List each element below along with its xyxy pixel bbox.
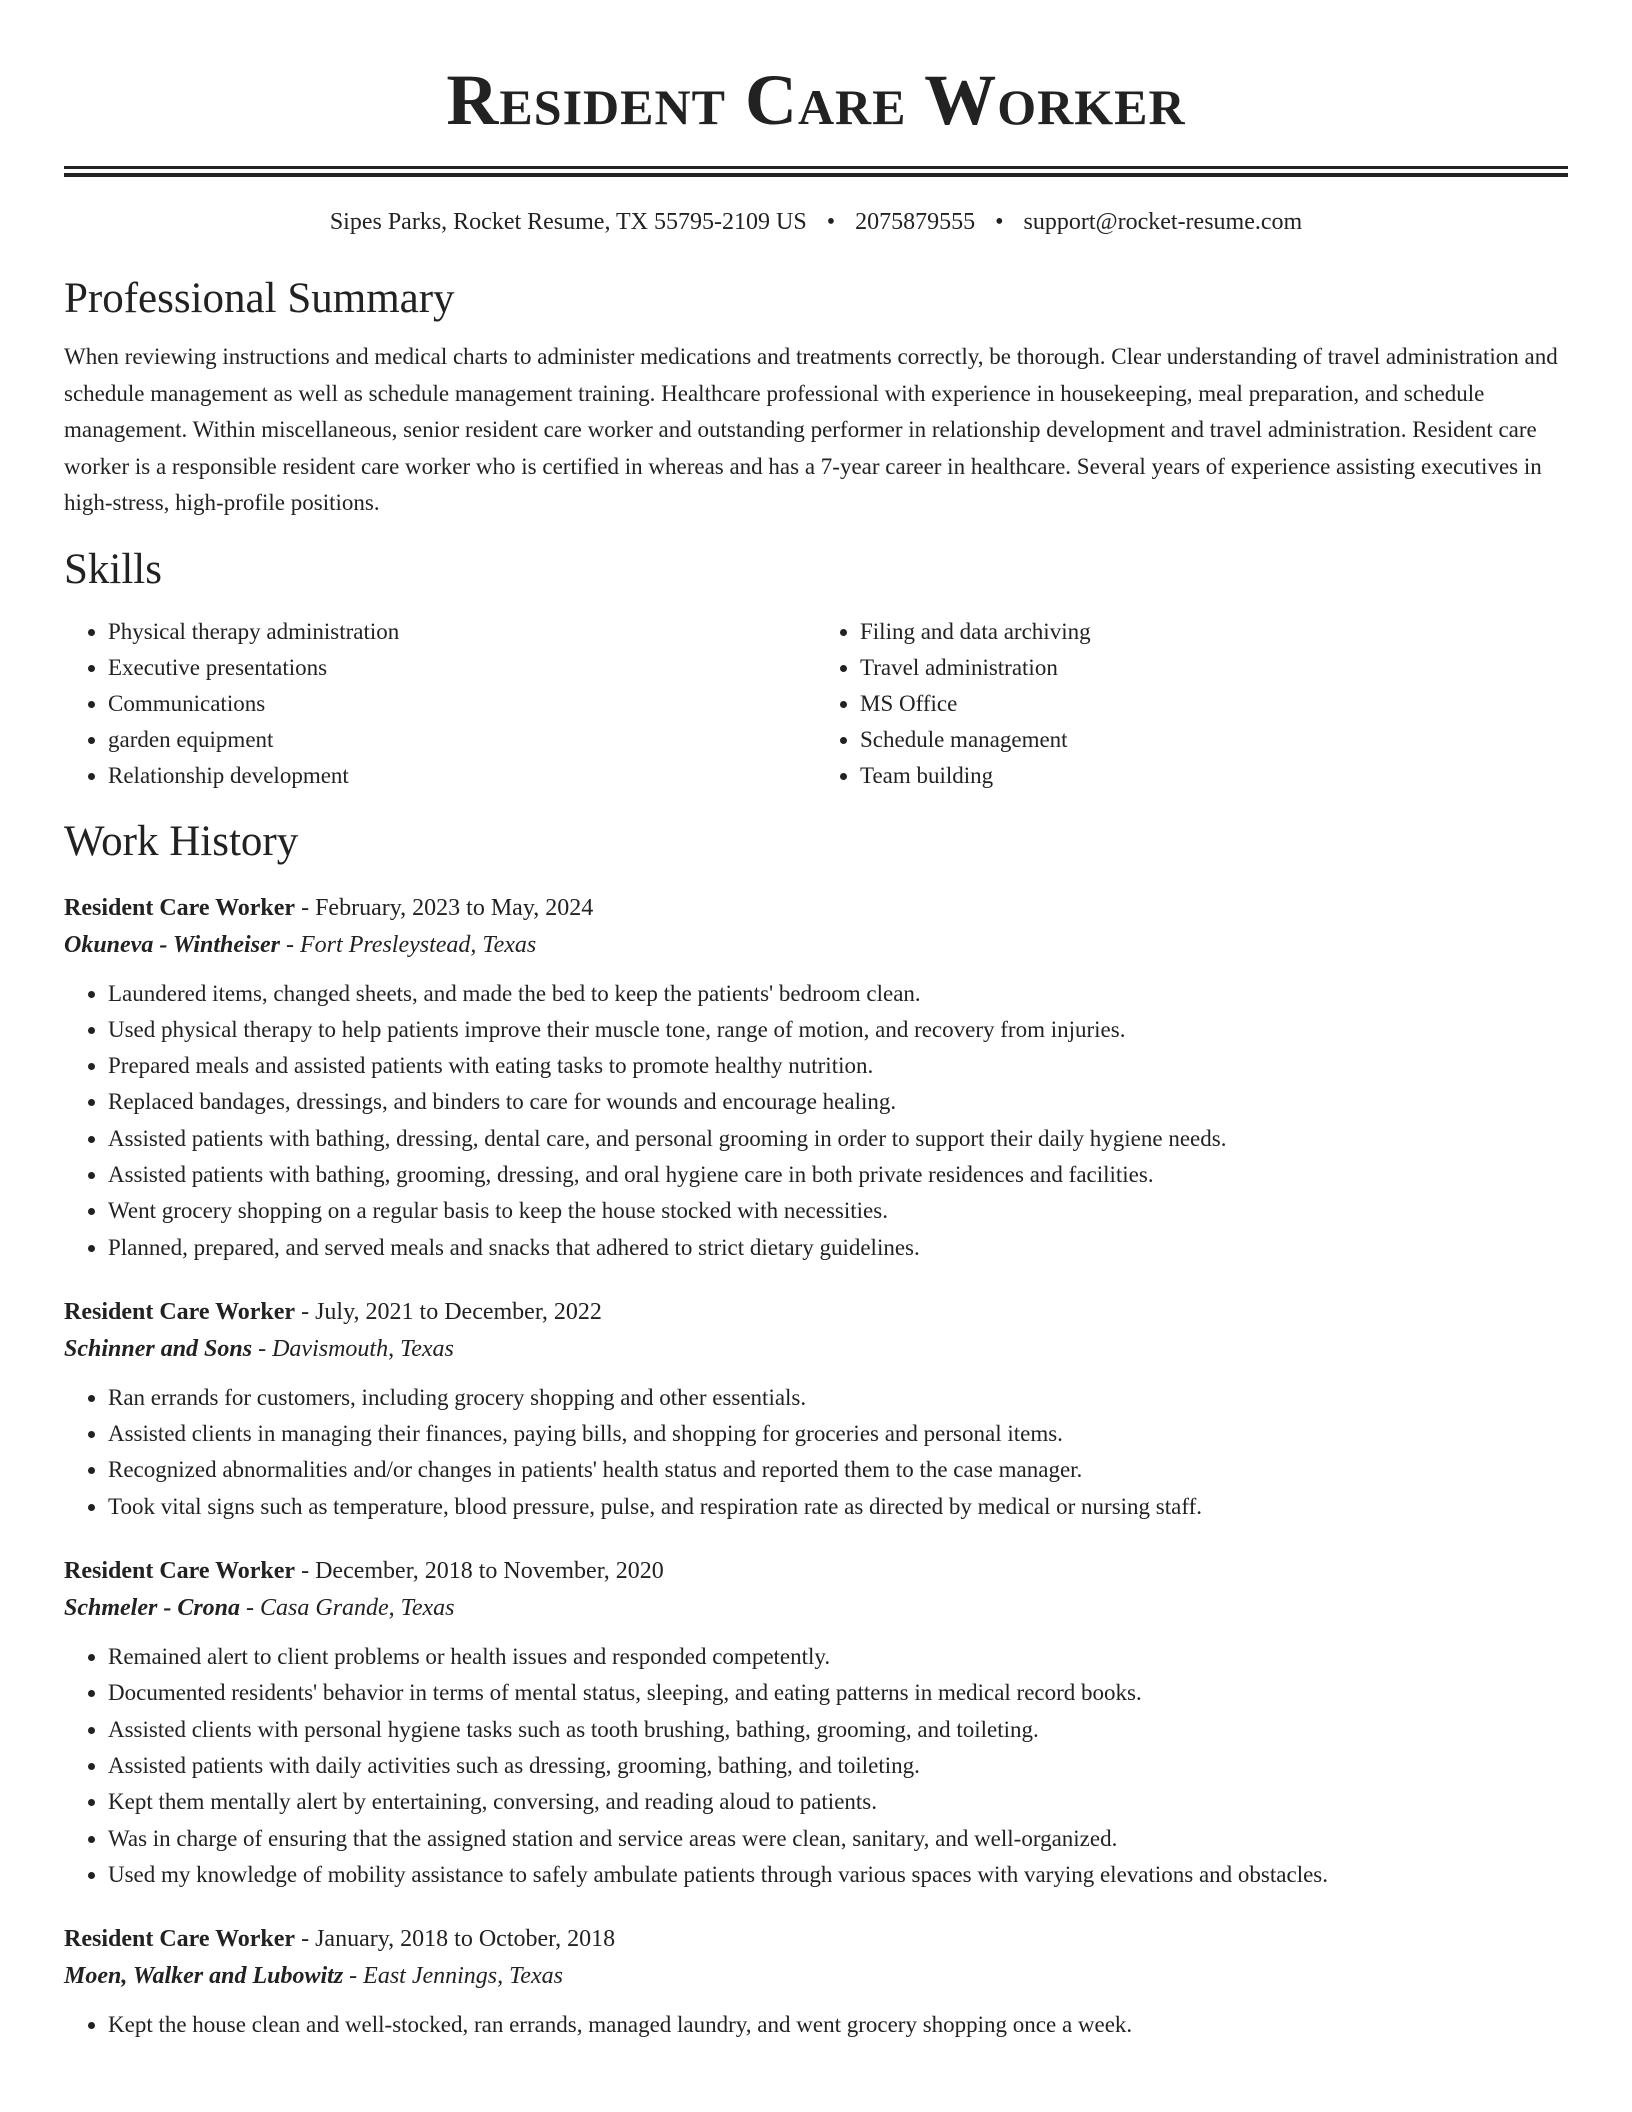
- skills-list: [64, 614, 1568, 794]
- job-bullet: • Ran errands for customers, including grocery shopping and other essentials.: [108, 1380, 1568, 1416]
- resume-name: Resident Care Worker: [446, 60, 1186, 140]
- skill-item: • garden equipment: [108, 722, 816, 758]
- job-bullet: • Laundered items, changed sheets, and made the bed to keep the patients' bedroom clean.: [108, 976, 1568, 1012]
- skill-item: • Filing and data archiving: [860, 614, 1568, 650]
- summary-text: When reviewing instructions and medical charts to administer medications and treatments correctly, be thorough. Clear understanding of travel administration and schedule management as well as schedule management training. Healthcare professional with experience in housekeeping, meal preparation, and schedule management. Within miscellaneous, senior resident care worker and outstanding performer in relationship development and travel administration. Resident care worker is a responsible resident care worker who is certified in whereas and has a 7-year career in healthcare. Several years of experience assisting executives in high-stress, high-profile positions.: [64, 344, 1558, 515]
- job-bullet: • Assisted clients with personal hygiene tasks such as tooth brushing, bathing, grooming, and toileting.: [108, 1712, 1568, 1748]
- skill-item: • Communications: [108, 686, 816, 722]
- job-dates: - February, 2023 to May, 2024: [295, 894, 594, 921]
- job-company: Okuneva - Wintheiser: [64, 931, 281, 958]
- job-entry: [64, 1294, 1568, 1525]
- job-location: - Fort Presleystead, Texas: [280, 931, 537, 958]
- skill-item: • Executive presentations: [108, 650, 816, 686]
- job-role: Resident Care Worker: [64, 1926, 296, 1953]
- job-role: Resident Care Worker: [64, 1558, 296, 1585]
- job-bullet: • Assisted patients with daily activities such as dressing, grooming, bathing, and toileting.: [108, 1748, 1568, 1784]
- skills-column-left: [64, 614, 816, 794]
- job-dates: - July, 2021 to December, 2022: [295, 1298, 602, 1325]
- skill-item: • Physical therapy administration: [108, 614, 816, 650]
- job-bullet: • Assisted patients with bathing, grooming, dressing, and oral hygiene care in both private residences and facilities.: [108, 1157, 1568, 1193]
- job-company: Schmeler - Crona: [64, 1595, 241, 1622]
- job-bullet: • Remained alert to client problems or health issues and responded competently.: [108, 1639, 1568, 1675]
- job-bullet: • Was in charge of ensuring that the assigned station and service areas were clean, sanitary, and well-organized.: [108, 1821, 1568, 1857]
- job-entry: [64, 1553, 1568, 1893]
- job-title-line: [64, 890, 1568, 926]
- job-location: - Davismouth, Texas: [252, 1335, 454, 1362]
- contact-separator: •: [995, 209, 1004, 235]
- job-title-line: [64, 1294, 1568, 1330]
- job-bullet: • Kept the house clean and well-stocked, ran errands, managed laundry, and went grocery shopping once a week.: [108, 2007, 1568, 2043]
- skill-item: • Relationship development: [108, 758, 816, 794]
- job-company: Moen, Walker and Lubowitz: [64, 1963, 344, 1990]
- job-title-line: [64, 1553, 1568, 1589]
- job-bullets: [64, 1380, 1568, 1525]
- skill-item: • Travel administration: [860, 650, 1568, 686]
- skill-item: • Schedule management: [860, 722, 1568, 758]
- job-bullet: • Used my knowledge of mobility assistance to safely ambulate patients through various spaces with varying elevations and obstacles.: [108, 1857, 1568, 1893]
- job-bullet: • Documented residents' behavior in terms of mental status, sleeping, and eating patterns in medical record books.: [108, 1675, 1568, 1711]
- contact-separator: •: [826, 209, 836, 235]
- job-dates: - January, 2018 to October, 2018: [295, 1926, 616, 1953]
- job-bullet: • Prepared meals and assisted patients with eating tasks to promote healthy nutrition.: [108, 1048, 1568, 1084]
- job-role: Resident Care Worker: [64, 894, 296, 921]
- contact-phone: 2075879555: [855, 209, 976, 235]
- job-bullet: • Went grocery shopping on a regular basis to keep the house stocked with necessities.: [108, 1193, 1568, 1229]
- job-bullet: • Used physical therapy to help patients improve their muscle tone, range of motion, and recovery from injuries.: [108, 1012, 1568, 1048]
- job-bullets: [64, 1639, 1568, 1893]
- skills-heading: Skills: [64, 545, 162, 593]
- job-title-line: [64, 1921, 1568, 1957]
- contact-email: support@rocket-resume.com: [1023, 209, 1303, 235]
- job-entry: [64, 890, 1568, 1266]
- skills-column-right: [816, 614, 1568, 794]
- job-company-line: [64, 926, 1568, 964]
- job-bullet: • Took vital signs such as temperature, blood pressure, pulse, and respiration rate as directed by medical or nursing staff.: [108, 1489, 1568, 1525]
- summary-heading: Professional Summary: [64, 275, 455, 322]
- job-location: - Casa Grande, Texas: [240, 1595, 455, 1622]
- job-bullet: • Assisted clients in managing their finances, paying bills, and shopping for groceries and personal items.: [108, 1416, 1568, 1452]
- job-location: - East Jennings, Texas: [343, 1963, 563, 1990]
- contact-line: [64, 207, 1568, 237]
- job-company-line: [64, 1957, 1568, 1995]
- job-role: Resident Care Worker: [64, 1298, 296, 1325]
- job-bullets: [64, 2007, 1568, 2043]
- skill-item: • Team building: [860, 758, 1568, 794]
- skill-item: • MS Office: [860, 686, 1568, 722]
- job-company-line: [64, 1589, 1568, 1627]
- contact-address: Sipes Parks, Rocket Resume, TX 55795-2109 US: [329, 209, 807, 235]
- job-bullets: [64, 976, 1568, 1266]
- job-dates: - December, 2018 to November, 2020: [295, 1558, 664, 1585]
- job-bullet: • Kept them mentally alert by entertaining, conversing, and reading aloud to patients.: [108, 1784, 1568, 1820]
- job-bullet: • Replaced bandages, dressings, and binders to care for wounds and encourage healing.: [108, 1084, 1568, 1120]
- work-history-heading: Work History: [64, 817, 299, 865]
- job-entry: [64, 1921, 1568, 2043]
- job-company: Schinner and Sons: [64, 1335, 253, 1362]
- job-company-line: [64, 1330, 1568, 1368]
- job-bullet: • Recognized abnormalities and/or changes in patients' health status and reported them to the case manager.: [108, 1452, 1568, 1488]
- job-bullet: • Assisted patients with bathing, dressing, dental care, and personal grooming in order to support their daily hygiene needs.: [108, 1121, 1568, 1157]
- header-divider: [64, 166, 1568, 177]
- job-bullet: • Planned, prepared, and served meals and snacks that adhered to strict dietary guidelines.: [108, 1230, 1568, 1266]
